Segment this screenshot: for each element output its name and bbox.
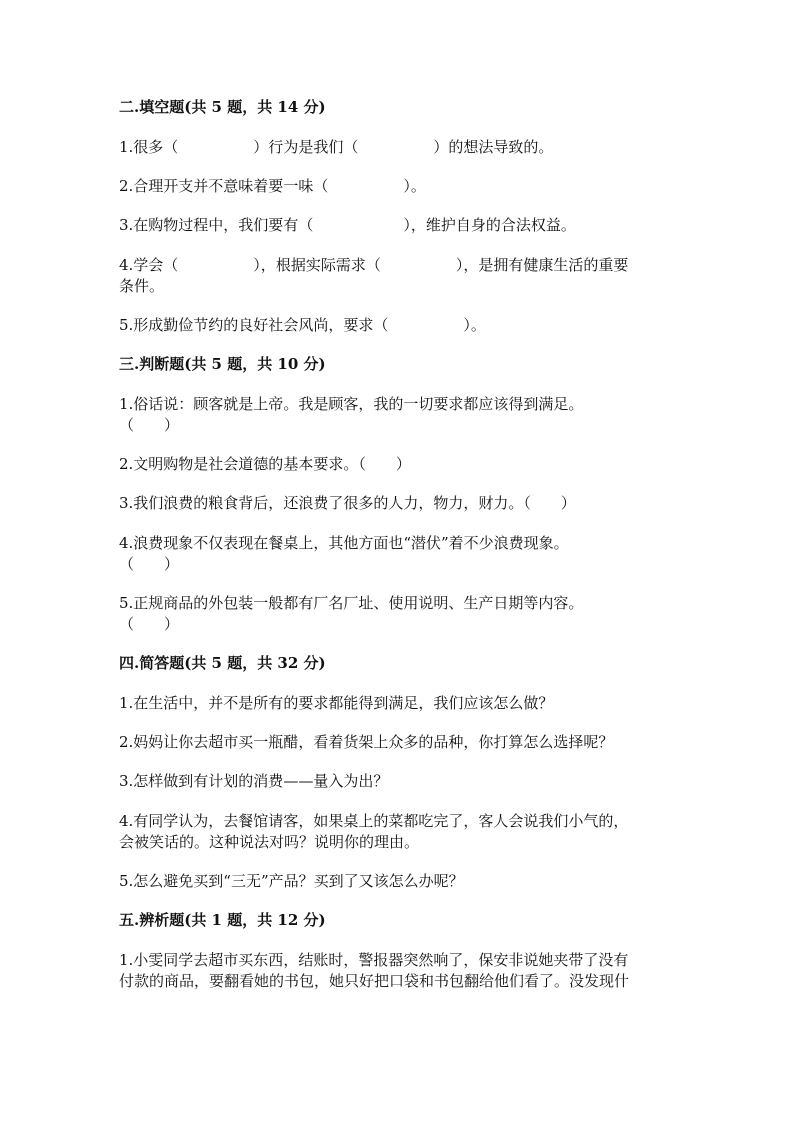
question-line-continued: 会被笑话的。这种说法对吗？说明你的理由。	[119, 833, 420, 851]
question-line: 1.俗话说：顾客就是上帝。我是顾客，我的一切要求都应该得到满足。	[119, 395, 584, 413]
question-line-continued: （ ）	[119, 416, 180, 434]
question-line: 2.妈妈让你去超市买一瓶醋，看着货架上众多的品种，你打算怎么选择呢？	[119, 733, 614, 751]
question-line: 3.在购物过程中，我们要有（ ），维护自身的合法权益。	[119, 216, 576, 234]
question-line: 4.浪费现象不仅表现在餐桌上，其他方面也“潜伏”着不少浪费现象。	[119, 534, 569, 552]
question-line: 4.有同学认为，去餐馆请客，如果桌上的菜都吃完了，客人会说我们小气的，	[119, 812, 629, 830]
question-line: 1.小雯同学去超市买东西，结账时，警报器突然响了，保安非说她夹带了没有	[119, 951, 629, 969]
section-heading-short-answer: 四.简答题(共 5 题，共 32 分)	[119, 654, 326, 672]
question-line: 2.合理开支并不意味着要一味（ ）。	[119, 177, 426, 195]
question-line: 3.我们浪费的粮食背后，还浪费了很多的人力，物力，财力。（ ）	[119, 494, 576, 512]
section-heading-analysis: 五.辨析题(共 1 题，共 12 分)	[119, 911, 326, 929]
question-line-continued: 付款的商品，要翻看她的书包，她只好把口袋和书包翻给他们看了。没发现什	[119, 972, 630, 990]
question-line: 5.形成勤俭节约的良好社会风尚，要求（ ）。	[119, 316, 486, 334]
question-line: 4.学会（ ），根据实际需求（ ），是拥有健康生活的重要	[119, 256, 629, 274]
question-line: 2.文明购物是社会道德的基本要求。（ ）	[119, 455, 411, 473]
question-line: 1.在生活中，并不是所有的要求都能得到满足，我们应该怎么做？	[119, 694, 554, 712]
question-line: 5.正规商品的外包装一般都有厂名厂址、使用说明、生产日期等内容。	[119, 594, 584, 612]
question-line-continued: 条件。	[119, 277, 165, 295]
question-line-continued: （ ）	[119, 615, 180, 633]
question-line: 5.怎么避免买到“三无”产品？买到了又该怎么办呢？	[119, 872, 464, 890]
question-line: 1.很多（ ）行为是我们（ ）的想法导致的。	[119, 138, 554, 156]
section-heading-true-false: 三.判断题(共 5 题，共 10 分)	[119, 355, 326, 373]
question-line: 3.怎样做到有计划的消费——量入为出？	[119, 772, 389, 790]
question-line-continued: （ ）	[119, 555, 180, 573]
section-heading-fill-blank: 二.填空题(共 5 题，共 14 分)	[119, 98, 326, 116]
